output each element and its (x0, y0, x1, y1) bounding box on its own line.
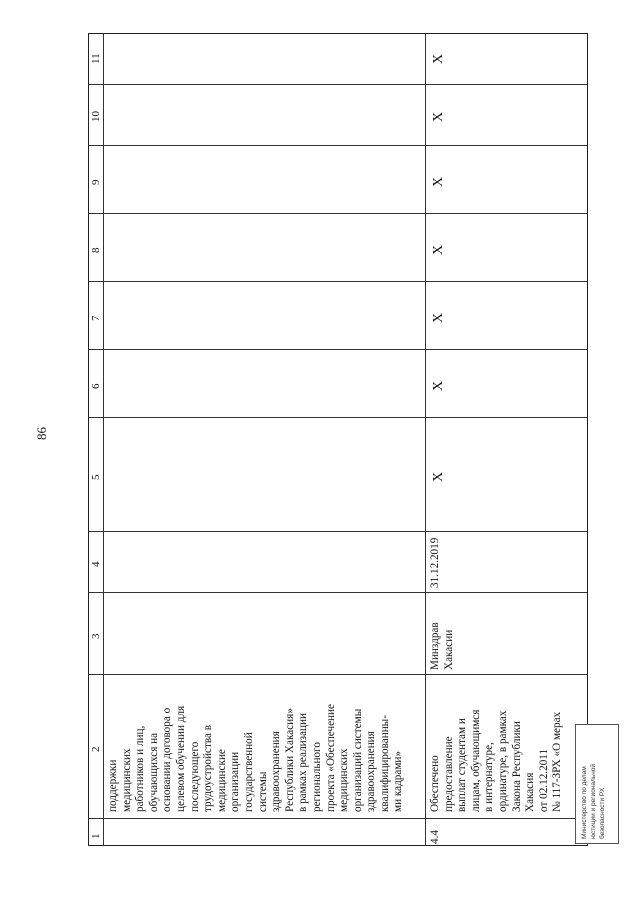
column-number: 11 (90, 53, 102, 64)
stamp-text: Министерство по делам юстиции и региональной безопасности РХ (581, 763, 606, 839)
row-number: 4.4 (429, 830, 441, 844)
registration-stamp (575, 724, 619, 844)
row-description: поддержки медицинских работников и лиц, обучающихся на основании договора о целевом обучении для последующего трудоустройства в медицинские организации государственной системы здравоохранения Республики Хакасия» в рамках реализации регионального проекта «Обеспечение медицинских организаций системы здравоохранения квалифицированны- ми кадрами» (107, 704, 405, 812)
x-mark: X (431, 380, 446, 391)
column-number: 6 (90, 383, 102, 389)
column-divider (89, 818, 587, 819)
column-divider (89, 531, 587, 532)
column-number: 7 (90, 315, 102, 321)
row-divider (425, 34, 426, 845)
column-number: 8 (90, 247, 102, 253)
column-divider (89, 674, 587, 675)
column-number: 3 (90, 633, 102, 639)
column-number: 9 (90, 179, 102, 185)
x-mark: X (431, 111, 446, 122)
x-mark: X (431, 312, 446, 323)
column-divider (89, 213, 587, 214)
x-mark: X (431, 471, 446, 482)
column-number: 1 (90, 833, 102, 839)
column-number: 4 (90, 561, 102, 567)
column-number: 2 (90, 746, 102, 752)
rotated-table (88, 33, 588, 846)
x-mark: X (431, 176, 446, 187)
column-divider (89, 592, 587, 593)
page-number: 86 (34, 427, 49, 440)
column-divider (89, 349, 587, 350)
x-mark: X (431, 53, 446, 64)
row-executor: Минздрав Хакасии (429, 622, 455, 670)
column-number: 5 (90, 474, 102, 480)
row-description: Обеспечено предоставление выплат студентам и лицам, обучающимся в интернатуре, ординатуре, в рамках Закона Республики Хакасия от 02.12.2011 № 117-ЗРХ «О мерах (429, 709, 564, 812)
column-divider (89, 417, 587, 418)
x-mark: X (431, 244, 446, 255)
column-divider (89, 145, 587, 146)
column-divider (89, 281, 587, 282)
column-number: 10 (90, 111, 102, 122)
column-divider (89, 84, 587, 85)
header-row-divider (103, 34, 104, 845)
row-deadline: 31.12.2019 (429, 537, 441, 588)
